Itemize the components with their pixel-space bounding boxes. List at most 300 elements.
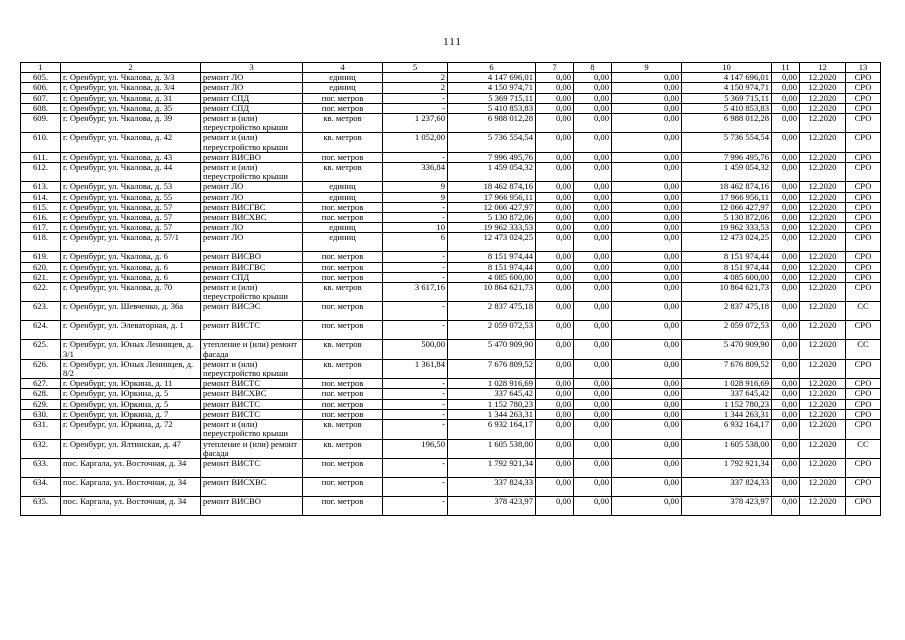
completion-date-cell: 12.2020 xyxy=(800,83,846,93)
work-type-cell: ремонт ВИСХВС xyxy=(201,389,303,399)
row-number: 628. xyxy=(21,389,61,399)
completion-date-cell: 12.2020 xyxy=(800,262,846,272)
fund-municipal-cell: 0,00 xyxy=(612,409,682,419)
work-type-cell: ремонт ВИСТС xyxy=(201,458,303,477)
row-number: 611. xyxy=(21,152,61,162)
quantity-cell: - xyxy=(383,252,448,262)
fund-owners-cell: 18 462 874,16 xyxy=(682,182,772,192)
fund-municipal-cell: 0,00 xyxy=(612,93,682,103)
quantity-cell: - xyxy=(383,213,448,223)
fund-federal-cell: 0,00 xyxy=(536,420,574,439)
fund-owners-cell: 8 151 974,44 xyxy=(682,252,772,262)
unit-cell: пог. метров xyxy=(303,399,383,409)
fund-federal-cell: 0,00 xyxy=(536,83,574,93)
completion-date-cell: 12.2020 xyxy=(800,359,846,378)
fund-regional-cell: 0,00 xyxy=(574,152,612,162)
total-cost-cell: 5 369 715,11 xyxy=(448,93,536,103)
work-type-cell: ремонт ВИСЭС xyxy=(201,302,303,321)
total-cost-cell: 6 988 012,28 xyxy=(448,114,536,133)
quantity-cell: - xyxy=(383,202,448,212)
method-cell: СРО xyxy=(846,223,881,233)
unit-cell: кв. метров xyxy=(303,163,383,182)
column-header: 2 xyxy=(61,63,201,73)
fund-regional-cell: 0,00 xyxy=(574,73,612,83)
completion-date-cell: 12.2020 xyxy=(800,133,846,152)
completion-date-cell: 12.2020 xyxy=(800,182,846,192)
table-row xyxy=(21,283,881,302)
fund-municipal-cell: 0,00 xyxy=(612,152,682,162)
fund-owners-cell: 19 962 333,53 xyxy=(682,223,772,233)
total-cost-cell: 378 423,97 xyxy=(448,496,536,515)
fund-regional-cell: 0,00 xyxy=(574,252,612,262)
total-cost-cell: 5 410 853,83 xyxy=(448,103,536,113)
unit-cell: пог. метров xyxy=(303,409,383,419)
table-row xyxy=(21,202,881,212)
work-type-cell: ремонт ВИСВО xyxy=(201,152,303,162)
method-cell: СРО xyxy=(846,262,881,272)
work-type-cell: ремонт ЛО xyxy=(201,83,303,93)
fund-municipal-cell: 0,00 xyxy=(612,73,682,83)
quantity-cell: 196,50 xyxy=(383,439,448,458)
table-row xyxy=(21,114,881,133)
address-cell: г. Оренбург, ул. Чкалова, д. 53 xyxy=(61,182,201,192)
fund-other-cell: 0,00 xyxy=(772,73,800,83)
fund-federal-cell: 0,00 xyxy=(536,182,574,192)
address-cell: г. Оренбург, ул. Чкалова, д. 43 xyxy=(61,152,201,162)
fund-federal-cell: 0,00 xyxy=(536,359,574,378)
unit-cell: пог. метров xyxy=(303,93,383,103)
table-row xyxy=(21,389,881,399)
fund-regional-cell: 0,00 xyxy=(574,420,612,439)
method-cell: СРО xyxy=(846,389,881,399)
fund-municipal-cell: 0,00 xyxy=(612,302,682,321)
fund-regional-cell: 0,00 xyxy=(574,202,612,212)
unit-cell: кв. метров xyxy=(303,420,383,439)
fund-owners-cell: 5 470 909,90 xyxy=(682,340,772,359)
quantity-cell: - xyxy=(383,93,448,103)
method-cell: СРО xyxy=(846,202,881,212)
method-cell: СРО xyxy=(846,409,881,419)
fund-regional-cell: 0,00 xyxy=(574,379,612,389)
work-type-cell: ремонт ЛО xyxy=(201,223,303,233)
fund-municipal-cell: 0,00 xyxy=(612,321,682,340)
table-row xyxy=(21,252,881,262)
fund-municipal-cell: 0,00 xyxy=(612,182,682,192)
fund-owners-cell: 378 423,97 xyxy=(682,496,772,515)
address-cell: г. Оренбург, ул. Чкалова, д. 57 xyxy=(61,202,201,212)
address-cell: г. Оренбург, ул. Юркина, д. 11 xyxy=(61,379,201,389)
unit-cell: единиц xyxy=(303,233,383,252)
table-row xyxy=(21,379,881,389)
method-cell: СРО xyxy=(846,192,881,202)
unit-cell: кв. метров xyxy=(303,359,383,378)
method-cell: СРО xyxy=(846,152,881,162)
table-row xyxy=(21,192,881,202)
fund-other-cell: 0,00 xyxy=(772,103,800,113)
address-cell: г. Оренбург, ул. Чкалова, д. 3/3 xyxy=(61,73,201,83)
fund-municipal-cell: 0,00 xyxy=(612,458,682,477)
method-cell: СРО xyxy=(846,213,881,223)
total-cost-cell: 17 966 956,11 xyxy=(448,192,536,202)
completion-date-cell: 12.2020 xyxy=(800,202,846,212)
fund-other-cell: 0,00 xyxy=(772,182,800,192)
method-cell: СС xyxy=(846,302,881,321)
unit-cell: единиц xyxy=(303,73,383,83)
fund-owners-cell: 7 996 495,76 xyxy=(682,152,772,162)
address-cell: г. Оренбург, ул. Чкалова, д. 42 xyxy=(61,133,201,152)
fund-other-cell: 0,00 xyxy=(772,439,800,458)
column-header: 12 xyxy=(800,63,846,73)
fund-other-cell: 0,00 xyxy=(772,302,800,321)
column-header: 8 xyxy=(574,63,612,73)
quantity-cell: - xyxy=(383,262,448,272)
table-row xyxy=(21,321,881,340)
fund-other-cell: 0,00 xyxy=(772,213,800,223)
unit-cell: пог. метров xyxy=(303,302,383,321)
fund-municipal-cell: 0,00 xyxy=(612,163,682,182)
fund-owners-cell: 5 369 715,11 xyxy=(682,93,772,103)
work-type-cell: ремонт СПД xyxy=(201,103,303,113)
completion-date-cell: 12.2020 xyxy=(800,192,846,202)
table-row xyxy=(21,302,881,321)
row-number: 630. xyxy=(21,409,61,419)
quantity-cell: 10 xyxy=(383,223,448,233)
address-cell: г. Оренбург, ул. Юркина, д. 5 xyxy=(61,399,201,409)
unit-cell: кв. метров xyxy=(303,133,383,152)
fund-municipal-cell: 0,00 xyxy=(612,133,682,152)
unit-cell: пог. метров xyxy=(303,496,383,515)
quantity-cell: - xyxy=(383,399,448,409)
fund-regional-cell: 0,00 xyxy=(574,477,612,496)
quantity-cell: 1 361,84 xyxy=(383,359,448,378)
unit-cell: пог. метров xyxy=(303,272,383,282)
fund-regional-cell: 0,00 xyxy=(574,192,612,202)
fund-federal-cell: 0,00 xyxy=(536,202,574,212)
work-type-cell: ремонт и (или) переустройство крыши xyxy=(201,420,303,439)
completion-date-cell: 12.2020 xyxy=(800,409,846,419)
table-row xyxy=(21,399,881,409)
row-number: 626. xyxy=(21,359,61,378)
completion-date-cell: 12.2020 xyxy=(800,283,846,302)
method-cell: СРО xyxy=(846,477,881,496)
fund-owners-cell: 7 676 809,52 xyxy=(682,359,772,378)
fund-other-cell: 0,00 xyxy=(772,496,800,515)
total-cost-cell: 337 645,42 xyxy=(448,389,536,399)
fund-owners-cell: 12 066 427,97 xyxy=(682,202,772,212)
completion-date-cell: 12.2020 xyxy=(800,223,846,233)
fund-other-cell: 0,00 xyxy=(772,399,800,409)
method-cell: СРО xyxy=(846,252,881,262)
fund-municipal-cell: 0,00 xyxy=(612,359,682,378)
fund-municipal-cell: 0,00 xyxy=(612,114,682,133)
unit-cell: пог. метров xyxy=(303,379,383,389)
work-type-cell: ремонт ВИСГВС xyxy=(201,262,303,272)
fund-municipal-cell: 0,00 xyxy=(612,252,682,262)
method-cell: СРО xyxy=(846,114,881,133)
fund-regional-cell: 0,00 xyxy=(574,302,612,321)
address-cell: пос. Каргала, ул. Восточная, д. 34 xyxy=(61,477,201,496)
total-cost-cell: 2 059 072,53 xyxy=(448,321,536,340)
row-number: 623. xyxy=(21,302,61,321)
completion-date-cell: 12.2020 xyxy=(800,73,846,83)
address-cell: г. Оренбург, ул. Чкалова, д. 6 xyxy=(61,272,201,282)
row-number: 625. xyxy=(21,340,61,359)
work-type-cell: ремонт ЛО xyxy=(201,182,303,192)
column-header: 4 xyxy=(303,63,383,73)
row-number: 619. xyxy=(21,252,61,262)
fund-other-cell: 0,00 xyxy=(772,340,800,359)
quantity-cell: 1 052,00 xyxy=(383,133,448,152)
table-row xyxy=(21,496,881,515)
quantity-cell: 3 617,16 xyxy=(383,283,448,302)
row-number: 605. xyxy=(21,73,61,83)
quantity-cell: 336,84 xyxy=(383,163,448,182)
unit-cell: пог. метров xyxy=(303,252,383,262)
work-type-cell: ремонт ЛО xyxy=(201,73,303,83)
work-type-cell: ремонт ВИСХВС xyxy=(201,477,303,496)
fund-regional-cell: 0,00 xyxy=(574,359,612,378)
completion-date-cell: 12.2020 xyxy=(800,114,846,133)
total-cost-cell: 2 837 475,18 xyxy=(448,302,536,321)
address-cell: пос. Каргала, ул. Восточная, д. 34 xyxy=(61,458,201,477)
completion-date-cell: 12.2020 xyxy=(800,252,846,262)
method-cell: СРО xyxy=(846,233,881,252)
unit-cell: пог. метров xyxy=(303,103,383,113)
unit-cell: пог. метров xyxy=(303,202,383,212)
work-type-cell: ремонт и (или) переустройство крыши xyxy=(201,359,303,378)
fund-owners-cell: 12 473 024,25 xyxy=(682,233,772,252)
fund-owners-cell: 10 864 621,73 xyxy=(682,283,772,302)
fund-municipal-cell: 0,00 xyxy=(612,233,682,252)
fund-municipal-cell: 0,00 xyxy=(612,83,682,93)
method-cell: СРО xyxy=(846,182,881,192)
fund-regional-cell: 0,00 xyxy=(574,272,612,282)
row-number: 606. xyxy=(21,83,61,93)
method-cell: СРО xyxy=(846,420,881,439)
fund-owners-cell: 8 151 974,44 xyxy=(682,262,772,272)
fund-federal-cell: 0,00 xyxy=(536,458,574,477)
row-number: 624. xyxy=(21,321,61,340)
unit-cell: единиц xyxy=(303,83,383,93)
work-type-cell: ремонт и (или) переустройство крыши xyxy=(201,283,303,302)
table-row xyxy=(21,262,881,272)
quantity-cell: - xyxy=(383,458,448,477)
fund-municipal-cell: 0,00 xyxy=(612,103,682,113)
address-cell: г. Оренбург, ул. Чкалова, д. 6 xyxy=(61,252,201,262)
fund-regional-cell: 0,00 xyxy=(574,223,612,233)
fund-municipal-cell: 0,00 xyxy=(612,272,682,282)
fund-federal-cell: 0,00 xyxy=(536,272,574,282)
address-cell: г. Оренбург, ул. Юркина, д. 5 xyxy=(61,389,201,399)
quantity-cell: 2 xyxy=(383,73,448,83)
completion-date-cell: 12.2020 xyxy=(800,420,846,439)
table-row xyxy=(21,83,881,93)
fund-regional-cell: 0,00 xyxy=(574,182,612,192)
column-header: 5 xyxy=(383,63,448,73)
quantity-cell: - xyxy=(383,321,448,340)
fund-federal-cell: 0,00 xyxy=(536,152,574,162)
fund-federal-cell: 0,00 xyxy=(536,233,574,252)
table-row xyxy=(21,103,881,113)
fund-other-cell: 0,00 xyxy=(772,152,800,162)
fund-other-cell: 0,00 xyxy=(772,114,800,133)
fund-regional-cell: 0,00 xyxy=(574,496,612,515)
fund-municipal-cell: 0,00 xyxy=(612,213,682,223)
fund-owners-cell: 17 966 956,11 xyxy=(682,192,772,202)
row-number: 635. xyxy=(21,496,61,515)
unit-cell: кв. метров xyxy=(303,340,383,359)
table-row xyxy=(21,213,881,223)
row-number: 622. xyxy=(21,283,61,302)
method-cell: СРО xyxy=(846,272,881,282)
total-cost-cell: 10 864 621,73 xyxy=(448,283,536,302)
address-cell: г. Оренбург, ул. Шевченко, д. 36а xyxy=(61,302,201,321)
fund-federal-cell: 0,00 xyxy=(536,213,574,223)
fund-regional-cell: 0,00 xyxy=(574,439,612,458)
unit-cell: пог. метров xyxy=(303,321,383,340)
page-number: 111 xyxy=(443,36,462,48)
address-cell: г. Оренбург, ул. Юркина, д. 72 xyxy=(61,420,201,439)
fund-federal-cell: 0,00 xyxy=(536,439,574,458)
table-row xyxy=(21,133,881,152)
fund-federal-cell: 0,00 xyxy=(536,192,574,202)
row-number: 631. xyxy=(21,420,61,439)
fund-regional-cell: 0,00 xyxy=(574,283,612,302)
fund-municipal-cell: 0,00 xyxy=(612,439,682,458)
fund-regional-cell: 0,00 xyxy=(574,389,612,399)
fund-federal-cell: 0,00 xyxy=(536,252,574,262)
address-cell: г. Оренбург, ул. Юных Ленинцев, д. 3/1 xyxy=(61,340,201,359)
row-number: 612. xyxy=(21,163,61,182)
quantity-cell: 1 237,60 xyxy=(383,114,448,133)
fund-federal-cell: 0,00 xyxy=(536,496,574,515)
unit-cell: кв. метров xyxy=(303,114,383,133)
fund-regional-cell: 0,00 xyxy=(574,409,612,419)
quantity-cell: - xyxy=(383,103,448,113)
fund-owners-cell: 2 837 475,18 xyxy=(682,302,772,321)
quantity-cell: - xyxy=(383,420,448,439)
quantity-cell: - xyxy=(383,302,448,321)
completion-date-cell: 12.2020 xyxy=(800,233,846,252)
fund-owners-cell: 1 152 780,23 xyxy=(682,399,772,409)
completion-date-cell: 12.2020 xyxy=(800,213,846,223)
fund-federal-cell: 0,00 xyxy=(536,73,574,83)
fund-municipal-cell: 0,00 xyxy=(612,399,682,409)
fund-regional-cell: 0,00 xyxy=(574,262,612,272)
method-cell: СРО xyxy=(846,133,881,152)
row-number: 620. xyxy=(21,262,61,272)
total-cost-cell: 4 147 696,01 xyxy=(448,73,536,83)
table-row xyxy=(21,477,881,496)
total-cost-cell: 1 344 263,31 xyxy=(448,409,536,419)
fund-municipal-cell: 0,00 xyxy=(612,496,682,515)
fund-other-cell: 0,00 xyxy=(772,272,800,282)
fund-federal-cell: 0,00 xyxy=(536,399,574,409)
completion-date-cell: 12.2020 xyxy=(800,302,846,321)
address-cell: г. Оренбург, ул. Чкалова, д. 31 xyxy=(61,93,201,103)
fund-regional-cell: 0,00 xyxy=(574,133,612,152)
total-cost-cell: 4 150 974,71 xyxy=(448,83,536,93)
row-number: 633. xyxy=(21,458,61,477)
unit-cell: пог. метров xyxy=(303,262,383,272)
fund-municipal-cell: 0,00 xyxy=(612,223,682,233)
work-type-cell: ремонт СПД xyxy=(201,272,303,282)
address-cell: г. Оренбург, ул. Юркина, д. 7 xyxy=(61,409,201,419)
fund-regional-cell: 0,00 xyxy=(574,458,612,477)
total-cost-cell: 8 151 974,44 xyxy=(448,262,536,272)
row-number: 613. xyxy=(21,182,61,192)
quantity-cell: 9 xyxy=(383,192,448,202)
completion-date-cell: 12.2020 xyxy=(800,379,846,389)
completion-date-cell: 12.2020 xyxy=(800,496,846,515)
method-cell: СРО xyxy=(846,399,881,409)
method-cell: СРО xyxy=(846,359,881,378)
column-header: 3 xyxy=(201,63,303,73)
column-header: 13 xyxy=(846,63,881,73)
fund-other-cell: 0,00 xyxy=(772,83,800,93)
fund-regional-cell: 0,00 xyxy=(574,83,612,93)
fund-federal-cell: 0,00 xyxy=(536,163,574,182)
table-row xyxy=(21,152,881,162)
work-type-cell: ремонт и (или) переустройство крыши xyxy=(201,163,303,182)
total-cost-cell: 12 473 024,25 xyxy=(448,233,536,252)
table-row xyxy=(21,439,881,458)
unit-cell: пог. метров xyxy=(303,389,383,399)
work-type-cell: ремонт и (или) переустройство крыши xyxy=(201,133,303,152)
total-cost-cell: 1 459 054,32 xyxy=(448,163,536,182)
fund-regional-cell: 0,00 xyxy=(574,213,612,223)
fund-other-cell: 0,00 xyxy=(772,283,800,302)
row-number: 610. xyxy=(21,133,61,152)
total-cost-cell: 19 962 333,53 xyxy=(448,223,536,233)
address-cell: г. Оренбург, ул. Чкалова, д. 6 xyxy=(61,262,201,272)
total-cost-cell: 5 130 872,06 xyxy=(448,213,536,223)
unit-cell: кв. метров xyxy=(303,283,383,302)
fund-federal-cell: 0,00 xyxy=(536,133,574,152)
completion-date-cell: 12.2020 xyxy=(800,152,846,162)
fund-owners-cell: 4 150 974,71 xyxy=(682,83,772,93)
fund-owners-cell: 6 932 164,17 xyxy=(682,420,772,439)
quantity-cell: 9 xyxy=(383,182,448,192)
unit-cell: пог. метров xyxy=(303,152,383,162)
fund-municipal-cell: 0,00 xyxy=(612,202,682,212)
method-cell: СРО xyxy=(846,283,881,302)
fund-federal-cell: 0,00 xyxy=(536,340,574,359)
address-cell: г. Оренбург, ул. Чкалова, д. 55 xyxy=(61,192,201,202)
fund-federal-cell: 0,00 xyxy=(536,389,574,399)
work-type-cell: ремонт ВИСХВС xyxy=(201,213,303,223)
fund-regional-cell: 0,00 xyxy=(574,103,612,113)
total-cost-cell: 7 996 495,76 xyxy=(448,152,536,162)
fund-other-cell: 0,00 xyxy=(772,93,800,103)
table-row xyxy=(21,272,881,282)
row-number: 616. xyxy=(21,213,61,223)
fund-municipal-cell: 0,00 xyxy=(612,477,682,496)
fund-federal-cell: 0,00 xyxy=(536,262,574,272)
fund-other-cell: 0,00 xyxy=(772,458,800,477)
fund-other-cell: 0,00 xyxy=(772,420,800,439)
method-cell: СС xyxy=(846,439,881,458)
row-number: 629. xyxy=(21,399,61,409)
method-cell: СРО xyxy=(846,73,881,83)
quantity-cell: 6 xyxy=(383,233,448,252)
fund-other-cell: 0,00 xyxy=(772,252,800,262)
fund-other-cell: 0,00 xyxy=(772,202,800,212)
total-cost-cell: 1 605 538,00 xyxy=(448,439,536,458)
column-header: 11 xyxy=(772,63,800,73)
fund-regional-cell: 0,00 xyxy=(574,399,612,409)
method-cell: СРО xyxy=(846,379,881,389)
